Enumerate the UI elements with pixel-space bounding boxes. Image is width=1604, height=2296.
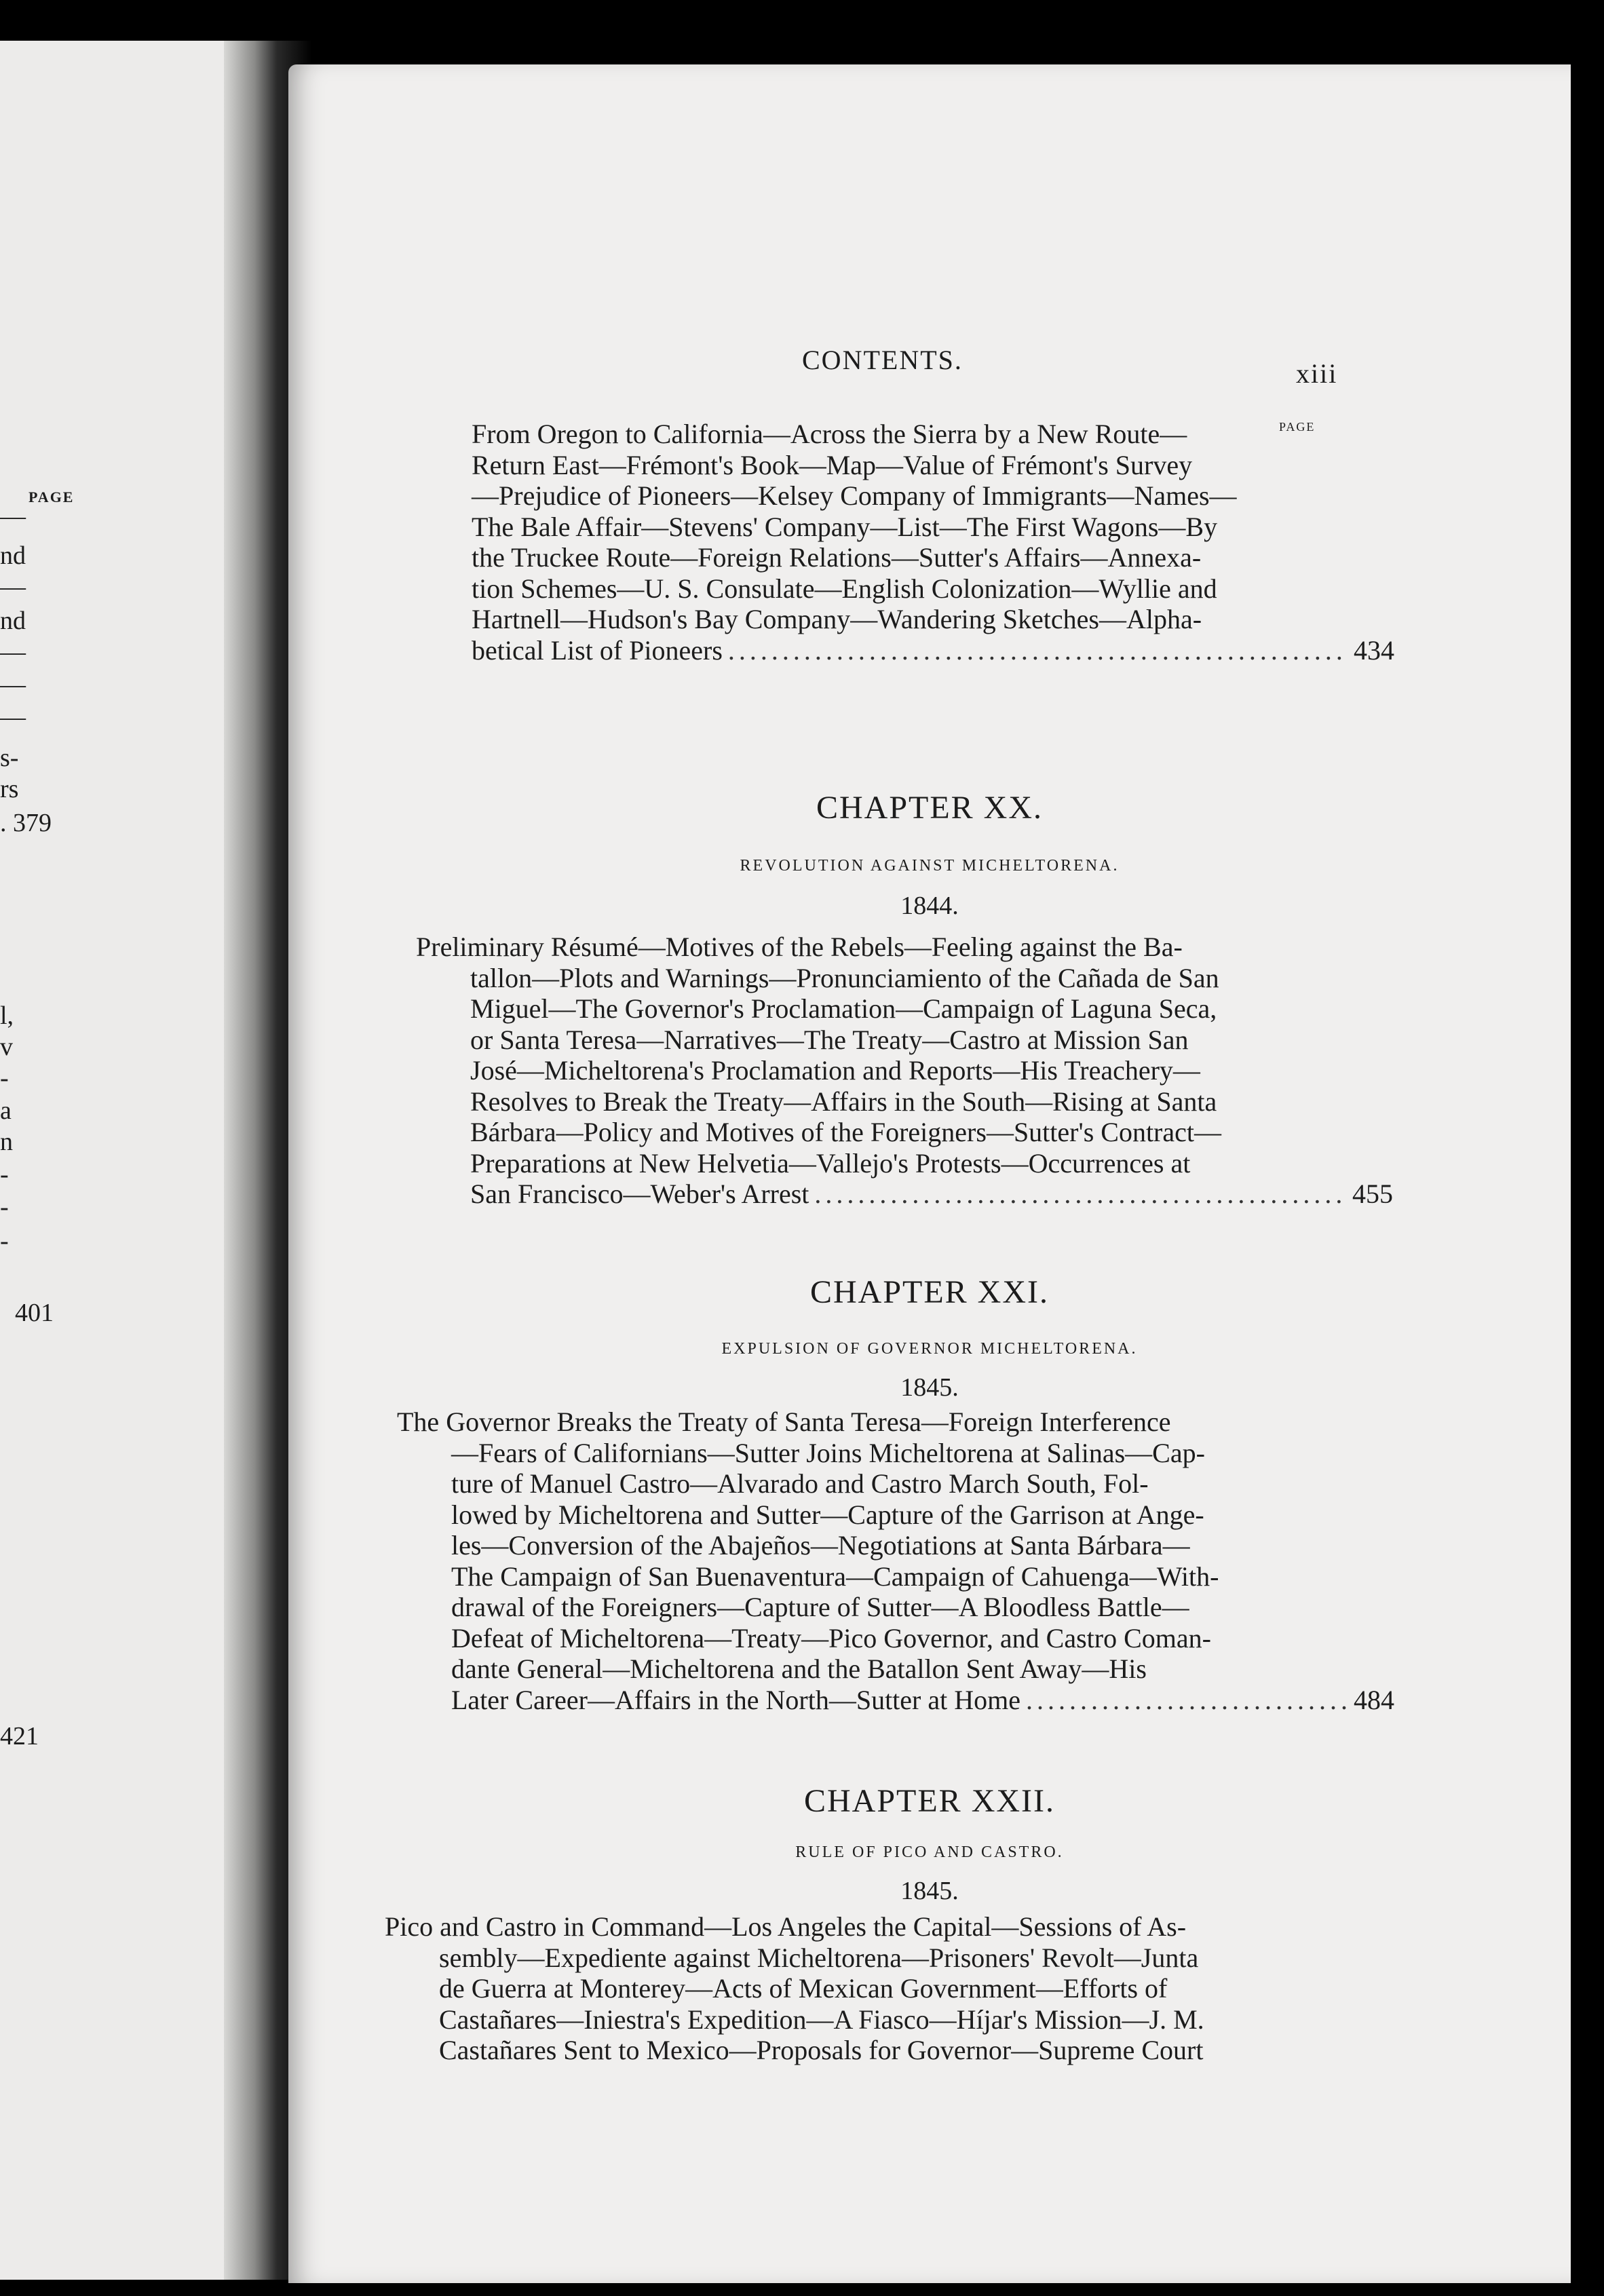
entry-line: Castañares Sent to Mexico—Proposals for Governor—Supreme Court [439, 2035, 1204, 2065]
entry-line: Resolves to Break the Treaty—Affairs in the South—Rising at Santa [470, 1086, 1217, 1117]
chapter-title: CHAPTER XX. [816, 790, 1044, 826]
chapter-subtitle: EXPULSION OF GOVERNOR MICHELTORENA. [721, 1340, 1138, 1358]
entry-line: José—Micheltorena's Proclamation and Reports—His Treachery— [470, 1055, 1200, 1086]
running-title: CONTENTS. [802, 345, 963, 375]
left-page-fragment: nd [0, 607, 26, 635]
entry-line: Preparations at New Helvetia—Vallejo's Protests—Occurrences at [470, 1147, 1191, 1179]
entry-page-number: 455 [1352, 1179, 1393, 1209]
left-page-fragment: s- [0, 744, 19, 772]
entry-line: Pico and Castro in Command—Los Angeles the Capital—Sessions of As- [385, 1911, 1187, 1942]
entry-line: From Oregon to California—Across the Sierra by a New Route— [472, 419, 1187, 449]
page-number: xiii [1296, 358, 1338, 389]
chapter-year: 1844. [900, 892, 959, 920]
chapter-title: CHAPTER XXII. [804, 1783, 1055, 1819]
entry-line: The Bale Affair—Stevens' Company—List—The First Wagons—By [472, 511, 1218, 542]
entry-line: Return East—Frémont's Book—Map—Value of Frémont's Survey [472, 449, 1193, 480]
left-facing-page [0, 41, 254, 2280]
contents-entry [397, 1407, 1394, 1715]
entry-line: sembly—Expediente against Micheltorena—Prisoners' Revolt—Junta [439, 1942, 1199, 1973]
left-page-fragment: - [0, 1227, 9, 1255]
left-page-fragment: — [0, 638, 26, 666]
entry-line: The Campaign of San Buenaventura—Campaign of Cahuenga—With- [451, 1561, 1219, 1592]
left-page-fragment: nd [0, 541, 26, 570]
left-page-fragment: n [0, 1128, 13, 1156]
entry-line: San Francisco—Weber's Arrest [470, 1179, 809, 1209]
dot-leader [814, 1179, 1347, 1210]
entry-line: —Fears of Californians—Sutter Joins Micheltorena at Salinas—Cap- [451, 1437, 1205, 1468]
entry-line: de Guerra at Monterey—Acts of Mexican Government—Efforts of [439, 1973, 1168, 2004]
entry-line: Castañares—Iniestra's Expedition—A Fiasco—Híjar's Mission—J. M. [439, 2004, 1204, 2035]
left-page-fragment: - [0, 1064, 9, 1092]
left-page-fragment: — [0, 573, 26, 601]
entry-line: Later Career—Affairs in the North—Sutter at Home [451, 1684, 1020, 1715]
entry-page-number: 484 [1354, 1684, 1394, 1715]
entry-line: lowed by Micheltorena and Sutter—Capture of the Garrison at Ange- [451, 1499, 1204, 1530]
dot-leader [728, 635, 1348, 666]
entry-line: tion Schemes—U. S. Consulate—English Colonization—Wyllie and [472, 573, 1217, 604]
entry-line: drawal of the Foreigners—Capture of Sutter—A Bloodless Battle— [451, 1592, 1189, 1622]
entry-line: dante General—Micheltorena and the Batallon Sent Away—His [451, 1653, 1147, 1684]
left-page-fragment: . 379 [0, 809, 52, 837]
entry-line: —Prejudice of Pioneers—Kelsey Company of Immigrants—Names— [472, 480, 1237, 511]
left-page-fragment: v [0, 1033, 13, 1061]
left-page-fragment: a [0, 1096, 12, 1125]
chapter-subtitle: RULE OF PICO AND CASTRO. [795, 1843, 1064, 1861]
page-column-label: PAGE [1279, 420, 1316, 434]
entry-line: or Santa Teresa—Narratives—The Treaty—Castro at Mission San [470, 1024, 1189, 1055]
entry-line: Bárbara—Policy and Motives of the Foreigners—Sutter's Contract— [470, 1117, 1221, 1147]
entry-line: the Truckee Route—Foreign Relations—Sutter's Affairs—Annexa- [472, 542, 1202, 573]
chapter-year: 1845. [900, 1373, 959, 1402]
chapter-year: 1845. [900, 1877, 959, 1905]
entry-line: betical List of Pioneers [472, 634, 723, 666]
left-page-fragment: - [0, 1193, 9, 1221]
left-page-column-label: PAGE [28, 489, 75, 505]
left-page-fragment: — [0, 703, 26, 731]
contents-entry [385, 1911, 1274, 2066]
entry-line: tallon—Plots and Warnings—Pronunciamiento of the Cañada de San [470, 962, 1219, 993]
entry-line: ture of Manuel Castro—Alvarado and Castro March South, Fol- [451, 1468, 1149, 1499]
entry-line: les—Conversion of the Abajeños—Negotiations at Santa Bárbara— [451, 1530, 1190, 1561]
entry-page-number: 434 [1354, 634, 1394, 666]
left-page-fragment: — [0, 670, 26, 699]
contents-page [288, 64, 1571, 2283]
contents-entry [472, 419, 1394, 666]
entry-line: Hartnell—Hudson's Bay Company—Wandering Sketches—Alpha- [472, 604, 1202, 634]
left-page-fragment: 401 [15, 1299, 54, 1327]
chapter-title: CHAPTER XXI. [809, 1274, 1049, 1310]
left-page-fragment: — [0, 502, 26, 531]
left-page-fragment: rs [0, 775, 19, 803]
entry-line: The Governor Breaks the Treaty of Santa Teresa—Foreign Interference [397, 1407, 1171, 1437]
contents-entry [416, 932, 1393, 1210]
chapter-subtitle: REVOLUTION AGAINST MICHELTORENA. [740, 857, 1120, 875]
entry-line: Defeat of Micheltorena—Treaty—Pico Governor, and Castro Coman- [451, 1622, 1211, 1653]
left-page-fragment: 421 [0, 1722, 39, 1750]
left-page-fragment: l, [0, 1001, 14, 1030]
entry-line: Preliminary Résumé—Motives of the Rebels—Feeling against the Ba- [416, 932, 1183, 962]
entry-line: Miguel—The Governor's Proclamation—Campaign of Laguna Seca, [470, 993, 1217, 1024]
left-page-fragment: - [0, 1160, 9, 1189]
dot-leader [1026, 1685, 1348, 1716]
